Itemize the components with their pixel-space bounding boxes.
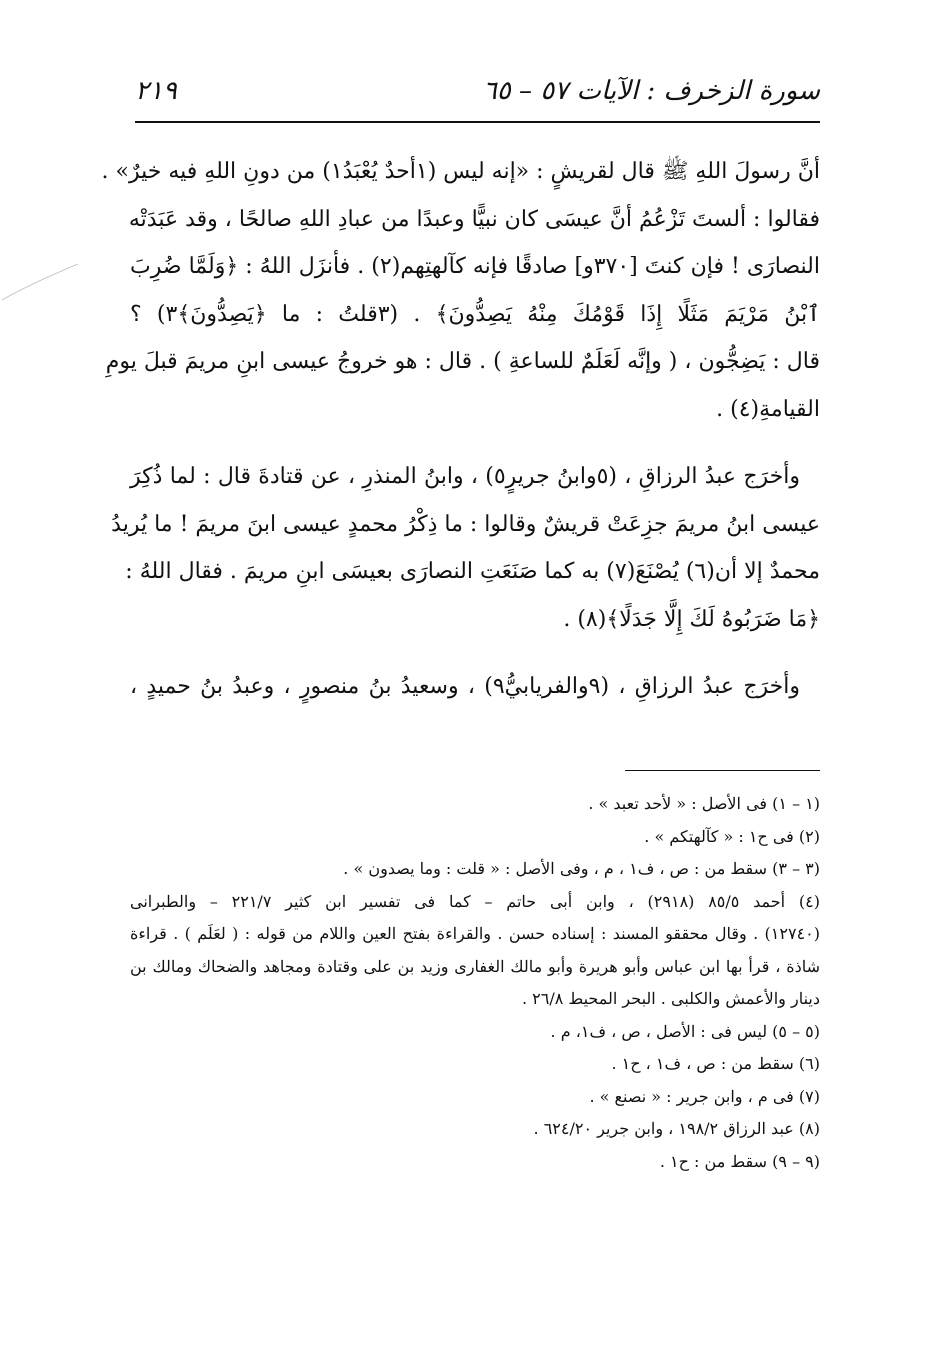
- running-header: [135, 72, 820, 116]
- header-title: سورة الزخرف : الآيات ٥٧ – ٦٥: [482, 76, 820, 106]
- text-line: ﴿مَا ضَرَبُوهُ لَكَ إِلَّا جَدَلًا﴾(٨) .: [563, 606, 820, 632]
- footnote-rule: [625, 770, 820, 771]
- paragraph-2: [111, 453, 820, 643]
- footnote-continuation: شاذة ، قرأ بها ابن عباس وأبو هريرة وأبو مالك الغفارى وزيد بن على وقتادة ومجاهد والضحاك ومالك بن: [130, 956, 820, 976]
- text-line: القيامةِ(٤) .: [716, 396, 820, 422]
- footnote-continuation: (١٢٧٤٠) . وقال محققو المسند : إسناده حسن . والقراءة بفتح العين واللام من قوله : ( لعَلَم ) . قراءة: [130, 924, 820, 943]
- footnote: (٤) أحمد ٨٥/٥ (٢٩١٨) ، وابن أبى حاتم – كما فى تفسير ابن كثير ٢٢١/٧ – والطبرانى: [130, 891, 821, 911]
- footnote: (٩ – ٩) سقط من : ح١ .: [659, 1151, 820, 1171]
- main-text: [101, 148, 821, 711]
- paragraph-1: [101, 148, 821, 433]
- footnote: (٢) فى ح١ : « كآلهتكم » .: [644, 826, 820, 846]
- margin-scan-mark: [0, 262, 80, 302]
- footnote: (٥ – ٥) ليس فى : الأصل ، ص ، ف١، م .: [550, 1021, 820, 1041]
- paragraph-3: [130, 663, 820, 711]
- text-line: ٱبْنُ مَرْيَمَ مَثَلًا إِذَا قَوْمُكَ مِنْهُ يَصِدُّونَ﴾ . (٣قلتُ : ما ﴿يَصِدُّونَ﴾٣) ؟: [130, 301, 820, 327]
- footnote-continuation: دينار والأعمش والكلبى . البحر المحيط ٢٦/٨ .: [521, 989, 820, 1008]
- text-line: وأخرَج عبدُ الرزاقِ ، (٩والفريابيُّ٩) ، وسعيدُ بنُ منصورٍ ، وعبدُ بنُ حميدٍ ،: [130, 674, 801, 699]
- text-line: أنَّ رسولَ اللهِ ﷺ قال لقريشٍ : «إنه ليس (١أحدٌ يُعْبَدُ١) من دونِ اللهِ فيه خيرٌ» .: [101, 159, 820, 184]
- footnote: (٨) عبد الرزاق ١٩٨/٢ ، وابن جرير ٦٢٤/٢٠ .: [533, 1119, 820, 1138]
- footnote: (٦) سقط من : ص ، ف١ ، ح١ .: [611, 1054, 820, 1073]
- footnote: (٧) فى م ، وابن جرير : « نصنع » .: [589, 1086, 820, 1106]
- footnote: (٣ – ٣) سقط من : ص ، ف١ ، م ، وفى الأصل : « قلت : وما يصدون » .: [343, 859, 820, 878]
- header-rule: [135, 121, 820, 123]
- text-line: النصارَى ! فإن كنتَ [٣٧٠و] صادقًا فإنه كآلهتِهم(٢) . فأنزَل اللهُ : ﴿وَلَمَّا ضُرِبَ: [130, 254, 821, 279]
- text-line: قال : يَضِجُّون ، ( وإنَّه لَعَلَمٌ للساعةِ ) . قال : هو خروجُ عيسى ابنِ مريمَ قبلَ يومِ: [105, 349, 820, 374]
- footnote: (١ – ١) فى الأصل : « لأحد تعبد » .: [588, 794, 820, 813]
- text-line: محمدٌ إلا أن(٦) يُصْنَعَ(٧) به كما صَنَعَتِ النصارَى بعيسَى ابنِ مريمَ . فقال اللهُ :: [125, 559, 820, 584]
- text-line: وأخرَج عبدُ الرزاقِ ، (٥وابنُ جريرٍ٥) ، وابنُ المنذرِ ، عن قتادةَ قال : لما ذُكِرَ: [130, 464, 800, 489]
- page-number: ٢١٩: [135, 76, 177, 106]
- footnotes: [130, 788, 820, 1178]
- text-line: فقالوا : ألستَ تَزْعُمُ أنَّ عيسَى كان نبيًّا وعبدًا من عبادِ اللهِ صالحًا ، وقد عَبَدَتْه: [128, 206, 820, 232]
- text-line: عيسى ابنُ مريمَ جزِعَتْ قريشٌ وقالوا : ما ذِكْرُ محمدٍ عيسى ابنَ مريمَ ! ما يُريدُ: [111, 511, 820, 537]
